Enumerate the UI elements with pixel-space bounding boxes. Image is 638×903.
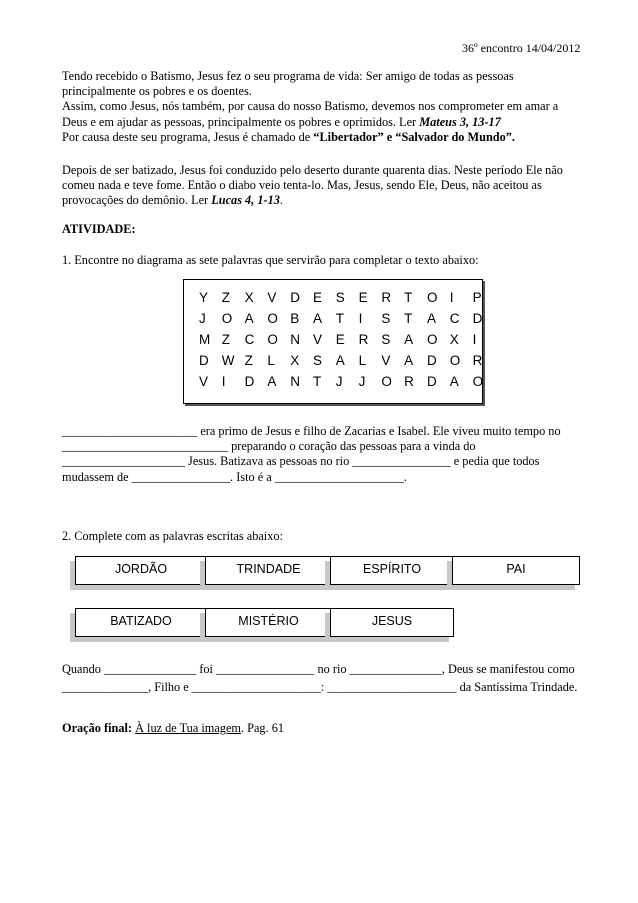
- word-box-label: JESUS: [371, 614, 413, 628]
- grid-letter: J: [199, 311, 206, 326]
- word-box: [330, 608, 454, 637]
- grid-letter: X: [290, 353, 300, 368]
- intro-line: Tendo recebido o Batismo, Jesus fez o seu programa de vida: Ser amigo de todas as pessoas: [62, 69, 514, 83]
- word-box-label: ESPÍRITO: [362, 562, 422, 576]
- intro-line: principalmente os pobres e os doentes.: [62, 84, 252, 99]
- title-emphasis: “Libertador” e “Salvador do Mundo”.: [313, 129, 515, 144]
- prayer-title: À luz de Tua imagem: [135, 721, 241, 735]
- grid-letter: D: [199, 353, 209, 368]
- grid-letter: D: [244, 374, 255, 389]
- activity-title-text: ATIVIDADE:: [62, 222, 136, 236]
- grid-letter: O: [449, 353, 461, 368]
- grid-letter: E: [312, 290, 322, 305]
- grid-letter: A: [404, 332, 414, 347]
- grid-letter: O: [426, 332, 438, 347]
- grid-letter: O: [381, 374, 392, 389]
- question-1: 1. Encontre no diagrama as sete palavras que servirão para completar o texto abaixo:: [62, 253, 479, 267]
- grid-letter: J: [358, 374, 366, 389]
- fill-in-paragraph-1: [62, 424, 602, 485]
- grid-letter: A: [404, 353, 414, 368]
- prayer-page: . Pag. 61: [240, 721, 285, 735]
- desert-line: comeu nada e teve fome. Então o diabo veio tenta-lo. Mas, Jesus, sendo Ele, Deus, não aceitou as: [62, 178, 542, 193]
- desert-line: Depois de ser batizado, Jesus foi conduzido pelo deserto durante quarenta dias. Neste período Ele não: [62, 163, 563, 177]
- word-box: [75, 608, 207, 637]
- word-box: [330, 556, 454, 585]
- desert-paragraph: [62, 163, 602, 209]
- grid-letter: R: [358, 332, 369, 347]
- grid-letter: A: [244, 311, 254, 326]
- grid-letter: A: [312, 311, 322, 326]
- grid-letter: L: [267, 353, 275, 368]
- desert-line: [62, 193, 602, 208]
- intro-line: Assim, como Jesus, nós também, por causa do nosso Batismo, devemos nos comprometer em amar a: [62, 99, 559, 114]
- grid-letter: C: [244, 332, 255, 347]
- fill-line: mudassem de ________________. Isto é a _____________________.: [62, 469, 407, 484]
- grid-letter: T: [335, 311, 345, 326]
- grid-letter: T: [404, 311, 413, 326]
- grid-letter: W: [221, 353, 235, 368]
- grid-letter: I: [358, 311, 363, 326]
- grid-letter: D: [290, 290, 300, 305]
- grid-letter: O: [472, 374, 484, 389]
- grid-letter: O: [426, 290, 438, 305]
- grid-letter: P: [472, 290, 482, 305]
- grid-letter: T: [312, 374, 322, 389]
- word-box-label: JORDÃO: [114, 562, 168, 576]
- grid-letter: M: [199, 332, 211, 347]
- intro-text: Por causa deste seu programa, Jesus é chamado de: [62, 129, 314, 144]
- grid-letter: L: [358, 353, 367, 368]
- grid-letter: B: [290, 311, 300, 326]
- desert-text: provocações do demônio. Ler: [62, 193, 212, 208]
- grid-letter: S: [381, 311, 391, 326]
- grid-letter: D: [472, 311, 483, 326]
- grid-letter: O: [267, 332, 278, 347]
- grid-letter: S: [312, 353, 322, 368]
- grid-letter: Z: [244, 353, 253, 368]
- grid-letter: T: [404, 290, 413, 305]
- word-box: [205, 556, 332, 585]
- fill-line: ___________________________ preparando o coração das pessoas para a vinda do: [62, 439, 476, 454]
- grid-row: [199, 332, 495, 347]
- grid-row: [199, 374, 495, 389]
- grid-row: [199, 353, 495, 368]
- intro-paragraph: [62, 69, 602, 145]
- grid-letter: A: [449, 374, 459, 389]
- grid-letter: Y: [199, 290, 209, 305]
- fill-line: Quando _______________ foi ________________ no rio _______________, Deus se manifestou como: [62, 662, 575, 676]
- word-box-label: TRINDADE: [236, 562, 301, 576]
- grid-letter: V: [267, 290, 277, 305]
- grid-letter: D: [426, 374, 437, 389]
- word-box-label: BATIZADO: [110, 614, 172, 628]
- word-box: [75, 556, 207, 585]
- grid-letter: A: [267, 374, 277, 389]
- grid-letter: N: [290, 374, 300, 389]
- intro-text: Deus e em ajudar as pessoas, principalmente os pobres e oprimidos. Ler: [62, 114, 420, 129]
- grid-letter: R: [472, 353, 483, 368]
- grid-letter: R: [381, 290, 392, 305]
- word-box-label: MISTÉRIO: [238, 614, 299, 628]
- intro-line: [62, 115, 602, 130]
- prayer-label: Oração final:: [62, 721, 133, 735]
- grid-letter: A: [426, 311, 436, 326]
- grid-letter: S: [335, 290, 345, 305]
- word-box: [452, 556, 580, 585]
- bible-reference: Lucas 4, 1-13: [211, 193, 280, 208]
- desert-text: .: [279, 193, 283, 208]
- grid-letter: I: [472, 332, 477, 347]
- grid-letter: O: [267, 311, 278, 326]
- word-box-label: PAI: [506, 562, 526, 576]
- grid-letter: I: [221, 374, 226, 389]
- grid-letter: A: [335, 353, 345, 368]
- word-box: [205, 608, 332, 637]
- fill-line: ______________, Filho e _____________________: _____________________ da Santíssima Trindade.: [62, 680, 578, 694]
- grid-letter: J: [335, 374, 343, 389]
- grid-letter: R: [404, 374, 414, 389]
- grid-letter: E: [358, 290, 368, 305]
- grid-letter: V: [381, 353, 391, 368]
- grid-letter: Z: [221, 332, 231, 347]
- session-header: 36º encontro 14/04/2012: [462, 41, 581, 55]
- grid-letter: D: [426, 353, 437, 368]
- closing-prayer: [62, 721, 284, 736]
- grid-letter: X: [244, 290, 254, 305]
- word-search-grid: [183, 279, 483, 404]
- activity-title: [62, 222, 136, 237]
- grid-row: [199, 311, 495, 326]
- grid-letter: S: [381, 332, 391, 347]
- grid-letter: I: [449, 290, 454, 305]
- fill-line: ____________________ Jesus. Batizava as pessoas no rio ________________ e pedia que todos: [62, 454, 540, 469]
- grid-letter: O: [221, 311, 233, 326]
- grid-letter: E: [335, 332, 345, 347]
- fill-line: ______________________ era primo de Jesus e filho de Zacarias e Isabel. Ele viveu muito tempo no: [62, 424, 561, 438]
- grid-letter: X: [449, 332, 459, 347]
- grid-letter: V: [199, 374, 209, 389]
- intro-line: [62, 130, 602, 145]
- grid-letter: V: [312, 332, 322, 347]
- bible-reference: Mateus 3, 13-17: [419, 114, 501, 129]
- grid-letter: Z: [221, 290, 231, 305]
- question-2: 2. Complete com as palavras escritas abaixo:: [62, 529, 283, 543]
- grid-row: [199, 290, 495, 305]
- grid-letter: C: [449, 311, 460, 326]
- grid-letter: N: [290, 332, 300, 347]
- fill-in-paragraph-2: [62, 660, 602, 696]
